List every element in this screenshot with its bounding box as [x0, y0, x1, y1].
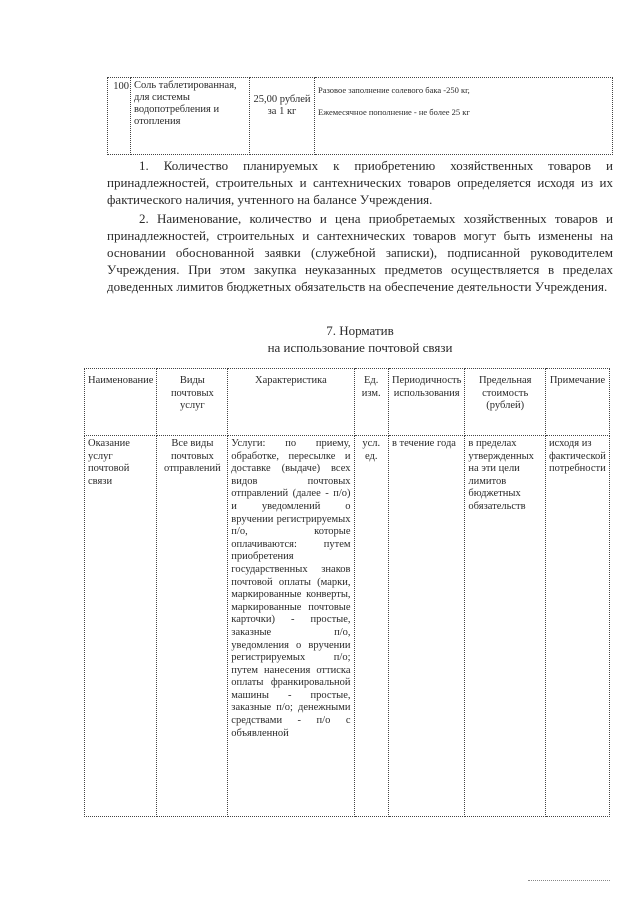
- header-note: Примечание: [545, 369, 609, 436]
- characteristic-line-1: Разовое заполнение солевого бака -250 кг,: [318, 85, 470, 95]
- cell-note: исходя из фактической потребности: [545, 436, 609, 817]
- cell-types: Все виды почтовых отправлений: [157, 436, 228, 817]
- item-price: 25,00 рублей за 1 кг: [250, 78, 315, 155]
- postal-norm-table: [84, 368, 610, 817]
- header-period: Периодичность использования: [388, 369, 464, 436]
- paragraph-1: 1. Количество планируемых к приобретению хозяйственных товаров и принадлежностей, строительных и сантехнических товаров определяется исходя из их фактического наличия, учтенного на балансе Учреждения.: [107, 158, 613, 207]
- section-subtitle: на использование почтовой связи: [267, 340, 453, 355]
- header-unit: Ед. изм.: [354, 369, 388, 436]
- table-row: [108, 78, 613, 155]
- row-number: 100: [108, 78, 131, 155]
- footer-divider: [528, 880, 610, 881]
- characteristic-line-2: Ежемесячное пополнение - не более 25 кг: [318, 107, 470, 117]
- cell-period: в течение года: [388, 436, 464, 817]
- cell-name: Оказание услуг почтовой связи: [85, 436, 157, 817]
- table-header-row: [85, 369, 610, 436]
- cell-unit: усл. ед.: [354, 436, 388, 817]
- item-characteristic: [315, 78, 613, 155]
- section-title: 7. Норматив: [326, 323, 394, 338]
- goods-table: [107, 77, 613, 155]
- cell-characteristic: Услуги: по приему, обработке, пересылке и доставке (выдаче) всех видов почтовых отправлений (далее - п/о) и уведомлений о вручении регистрируемых п/о, которые оплачиваются: путем приобретения государственных знаков почтовой оплаты (марки, маркированные конверты, маркированные почтовые карточки) - простые, заказные п/о, уведомления о вручении регистрируемых п/о; путем нанесения оттиска оплаты франкировальной машины - простые, заказные п/о; денежными средствами - п/о с объявленной: [228, 436, 354, 817]
- header-cost: Предельная стоимость (рублей): [465, 369, 546, 436]
- table-row: [85, 436, 610, 817]
- cell-cost: в пределах утвержденных на эти цели лимитов бюджетных обязательств: [465, 436, 546, 817]
- header-name: Наименование: [85, 369, 157, 436]
- header-characteristic: Характеристика: [228, 369, 354, 436]
- item-name: Соль таблетированная, для системы водопотребления и отопления: [131, 78, 250, 155]
- paragraph-2: 2. Наименование, количество и цена приобретаемых хозяйственных товаров и принадлежностей, строительных и сантехнических товаров могут быть изменены на основании обоснованной заявки (служебной записки), подписанной руководителем Учреждения. При этом закупка неуказанных предметов осуществляется в пределах доведенных лимитов бюджетных обязательств на обеспечение деятельности Учреждения.: [107, 211, 613, 294]
- header-types: Виды почтовых услуг: [157, 369, 228, 436]
